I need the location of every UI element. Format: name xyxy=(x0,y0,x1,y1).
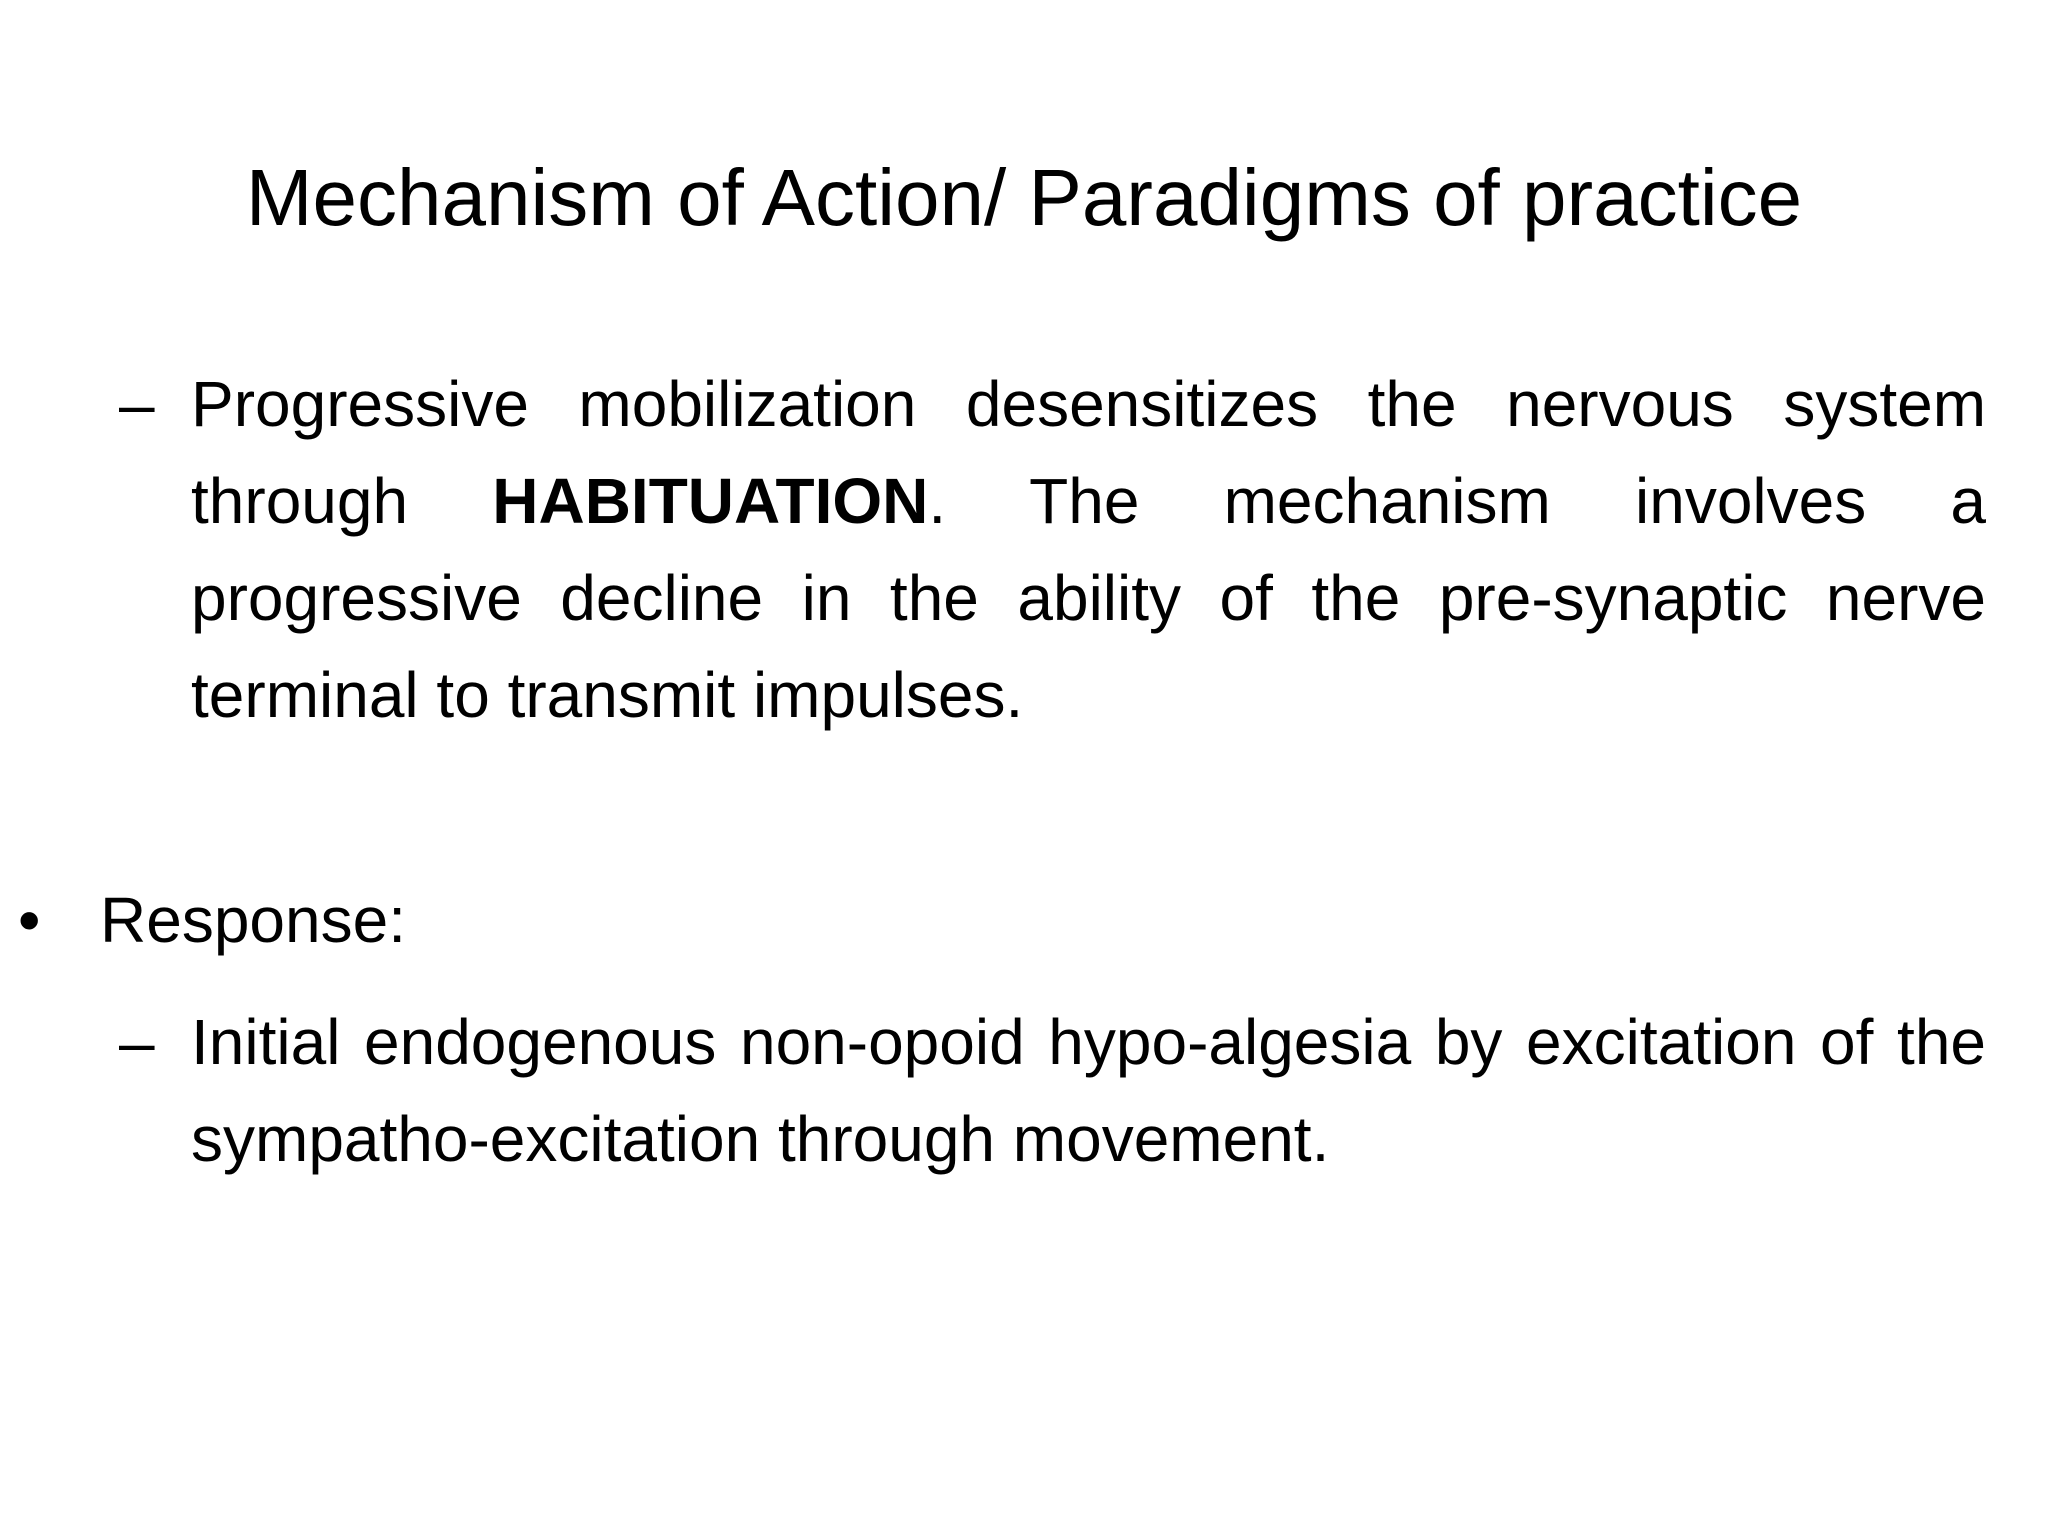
bullet-text: Initial endogenous non-opoid hypo-algesia by excitation of the sympatho-excitation through movement. xyxy=(191,1006,1986,1175)
bullet-marker: • xyxy=(18,884,41,956)
slide-title: Mechanism of Action/ Paradigms of practice xyxy=(245,153,1803,242)
bullet-response xyxy=(18,872,1900,969)
sub-bullet-habituation xyxy=(119,356,1987,744)
dash-marker: – xyxy=(119,1006,155,1078)
bullet-text: Response: xyxy=(100,884,406,956)
bullet-text-before: Progressive mobilization desensitizes the nervous system through xyxy=(191,368,1986,537)
bullet-text-after: . The mechanism involves a progressive decline in the ability of the pre-synaptic nerve terminal to transmit impulses. xyxy=(191,465,1987,731)
dash-marker: – xyxy=(119,368,155,440)
bullet-emphasis: HABITUATION xyxy=(492,465,929,537)
sub-bullet-hypoalgesia xyxy=(119,994,1986,1188)
